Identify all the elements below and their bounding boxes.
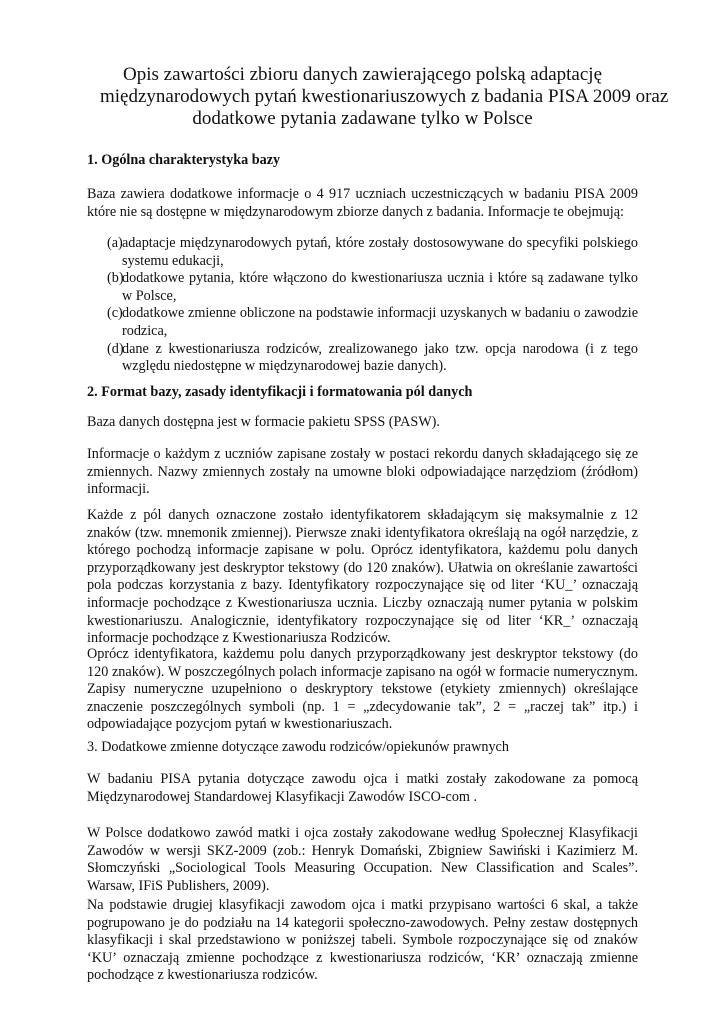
- list-marker: (b): [107, 270, 124, 287]
- title-line-2: międzynarodowych pytań kwestionariuszowych z badania PISA 2009 oraz: [100, 86, 669, 107]
- section-2-paragraph-4: Oprócz identyfikatora, każdemu polu danych przyporządkowany jest deskryptor tekstowy (do 120 znaków). W poszczególnych polach informacje zapisano na ogół w formacie numerycznym. Zapisy numeryczne uzupełniono o deskryptory tekstowe (etykiety zmiennych) określające znaczenie poszczególnych symboli (np. 1 = „zdecydowanie tak”, 2 = „raczej tak” itp.) i odpowiadające pozycjom pytań w kwestionariuszach.: [87, 646, 638, 733]
- section-1-list: [87, 235, 638, 376]
- list-item-text: dodatkowe zmienne obliczone na podstawie informacji uzyskanych w badaniu o zawodzie rodzica,: [122, 305, 638, 339]
- list-item-text: dane z kwestionariusza rodziców, zrealizowanego jako tzw. opcja narodowa (i z tego względu niedostępne w międzynarodowej bazie danych).: [122, 340, 638, 375]
- section-2-heading: 2. Format bazy, zasady identyfikacji i formatowania pól danych: [87, 384, 473, 400]
- list-item-text: adaptacje międzynarodowych pytań, które zostały dostosowywane do specyfiki polskiego systemu edukacji,: [122, 235, 638, 269]
- list-marker: (a): [107, 235, 123, 251]
- section-2-paragraph-1: Baza danych dostępna jest w formacie pakietu SPSS (PASW).: [87, 414, 440, 430]
- list-marker: (d): [107, 340, 124, 357]
- title-line-3: dodatkowe pytania zadawane tylko w Polsce: [192, 108, 533, 129]
- list-item: [87, 305, 638, 340]
- section-1-heading: 1. Ogólna charakterystyka bazy: [87, 152, 281, 168]
- document-title: [100, 64, 669, 130]
- list-item: [87, 270, 638, 305]
- section-3-heading: 3. Dodatkowe zmienne dotyczące zawodu rodziców/opiekunów prawnych: [87, 739, 509, 755]
- list-item-text: dodatkowe pytania, które włączono do kwestionariusza ucznia i które są zadawane tylko w Polsce,: [122, 270, 638, 304]
- section-3-paragraph-1: W badaniu PISA pytania dotyczące zawodu ojca i matki zostały zakodowane za pomocą Międzynarodowej Standardowej Klasyfikacji Zawodów ISCO-com .: [87, 771, 638, 805]
- section-3-paragraph-3: Na podstawie drugiej klasyfikacji zawodom ojca i matki przypisano wartości 6 skal, a także pogrupowano je do podziału na 14 kategorii społeczno-zawodowych. Pełny zestaw dostępnych klasyfikacji i skal przedstawiono w poniższej tabeli. Symbole rozpoczynające się od znaków ‘KU’ oznaczają zmienne pochodzące z kwestionariusza rodziców, ‘KR’ oznaczają zmienne pochodzące z kwestionariusza rodziców.: [87, 897, 638, 984]
- section-2-paragraph-3: Każde z pól danych oznaczone zostało identyfikatorem składającym się maksymalnie z 12 znaków (tzw. mnemonik zmiennej). Pierwsze znaki identyfikatora określają na ogół narzędzie, z którego pochodzą informacje zapisane w polu. Oprócz identyfikatora, każdemu polu danych przyporządkowany jest deskryptor tekstowy (do 120 znaków). Ułatwia on określanie zawartości pola podczas korzystania z bazy. Identyfikatory rozpoczynające się od liter ‘KU_’ oznaczają informacje pochodzące z Kwestionariusza ucznia. Liczby oznaczają numer pytania w polskim kwestionariuszu. Analogicznie, identyfikatory rozpoczynające się od liter ‘KR_’ oznaczają informacje pochodzące z Kwestionariusza Rodziców.: [87, 507, 638, 647]
- list-marker: (c): [107, 305, 123, 322]
- list-item: [87, 341, 638, 376]
- list-item: [87, 235, 638, 270]
- section-1-intro: Baza zawiera dodatkowe informacje o 4 917 uczniach uczestniczących w badaniu PISA 2009 które nie są dostępne w międzynarodowym zbiorze danych z badania. Informacje te obejmują:: [87, 186, 638, 220]
- section-2-paragraph-2: Informacje o każdym z uczniów zapisane zostały w postaci rekordu danych składającego się ze zmiennych. Nazwy zmiennych zostały na umowne bloki odpowiadające narzędziom (źródłom) informacji.: [87, 446, 638, 498]
- title-line-1: Opis zawartości zbioru danych zawierającego polską adaptację: [123, 64, 602, 85]
- section-3-paragraph-2: W Polsce dodatkowo zawód matki i ojca zostały zakodowane według Społecznej Klasyfikacji Zawodów w wersji SKZ-2009 (zob.: Henryk Domański, Zbigniew Sawiński i Kazimierz M. Słomczyński „Sociological Tools Measuring Occupation. New Classification and Scales”. Warsaw, IFiS Publishers, 2009).: [87, 825, 638, 894]
